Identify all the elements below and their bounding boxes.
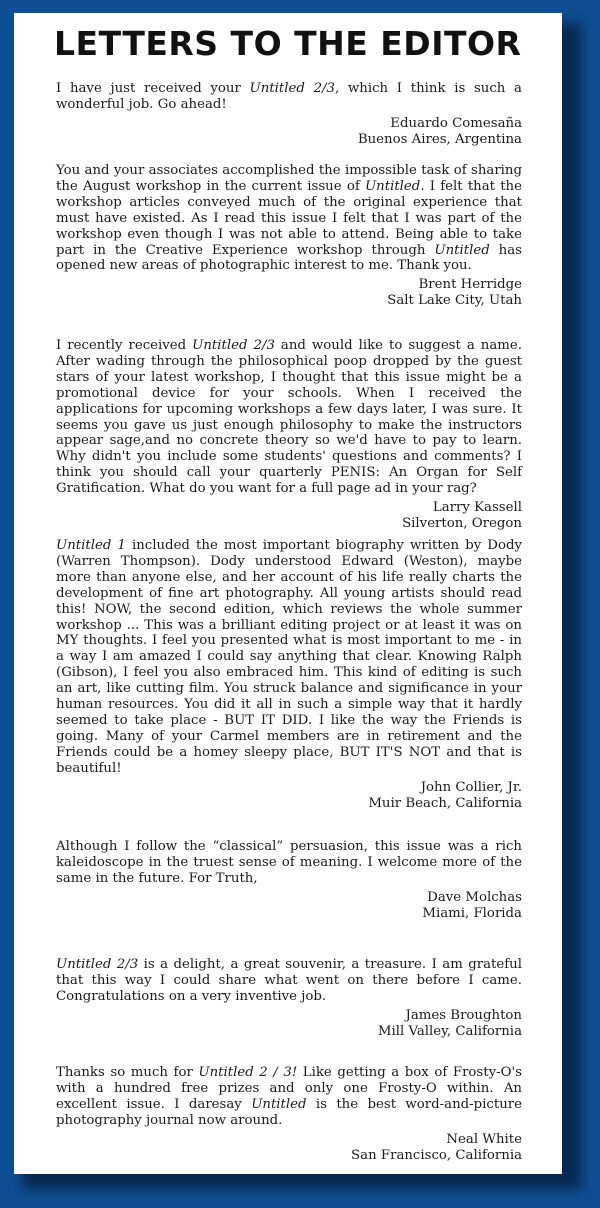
author-place: Buenos Aires, Argentina <box>357 131 522 147</box>
author-name: Dave Molchas <box>427 889 522 905</box>
letter-body: I have just received your Untitled 2/3, which I think is such a wonderful job. Go ahead! <box>56 81 522 112</box>
letter-signature <box>56 780 522 812</box>
letter-body: You and your associates accomplished the impossible task of sharing the August workshop in the current issue of Untitled. I felt that the workshop articles conveyed much of the original experience that must have existed. As I read this issue I felt that I was part of the workshop even though I was not able to attend. Being able to take part in the Creative Experience workshop through Untitled has opened new areas of photographic interest to me. Thank you. <box>56 163 523 274</box>
letter-body: Although I follow the “classical” persuasion, this issue was a rich kaleidoscope in the truest sense of meaning. I welcome more of the same in the future. For Truth, <box>56 839 522 886</box>
letter-2 <box>56 163 522 309</box>
author-name: John Collier, Jr. <box>420 779 522 795</box>
author-place: Miami, Florida <box>422 905 522 921</box>
letter-signature <box>56 277 522 309</box>
letter-signature <box>56 1132 522 1164</box>
letters-page <box>14 13 562 1174</box>
letter-signature <box>56 1008 522 1040</box>
letter-3 <box>56 338 522 532</box>
author-name: Neal White <box>446 1131 522 1147</box>
author-place: San Francisco, California <box>351 1147 522 1163</box>
author-place: Silverton, Oregon <box>402 515 522 531</box>
letter-5 <box>56 839 522 922</box>
author-name: Eduardo Comesaña <box>390 115 522 131</box>
letter-body: Untitled 2/3 is a delight, a great souvenir, a treasure. I am grateful that this way I could share what went on there before I came. Congratulations on a very inventive job. <box>56 957 522 1004</box>
letter-1 <box>56 81 522 148</box>
letter-4 <box>56 538 522 811</box>
letter-6 <box>56 957 522 1040</box>
author-name: Brent Herridge <box>418 277 522 293</box>
letter-signature <box>56 890 522 922</box>
letter-body: I recently received Untitled 2/3 and would like to suggest a name. After wading through the philosophical poop dropped by the guest stars of your latest workshop, I thought that this issue might be a promotional device for your schools. When I received the applications for upcoming workshops a few days later, I was sure. It seems you gave us just enough philosophy to make the instructors appear sage,and no concrete theory so we'd have to pay to learn. Why didn't you include some students' questions and comments? I think you should call your quarterly PENIS: An Organ for Self Gratification. What do you want for a full page ad in your rag? <box>56 338 522 497</box>
author-name: James Broughton <box>405 1007 522 1023</box>
author-name: Larry Kassell <box>432 500 522 516</box>
page-title: LETTERS TO THE EDITOR <box>54 24 522 63</box>
letter-body: Thanks so much for Untitled 2 / 3! Like getting a box of Frosty-O's with a hundred free prizes and only one Frosty-O within. An excellent issue. I daresay Untitled is the best word-and-picture photography journal now around. <box>56 1065 522 1128</box>
letter-7 <box>56 1065 522 1163</box>
author-place: Mill Valley, California <box>377 1023 522 1039</box>
letter-body: Untitled 1 included the most important biography written by Dody (Warren Thompson). Dody understood Edward (Weston), maybe more than anyone else, and her account of his life really charts the development of fine art photography. All young artists should read this! NOW, the second edition, which reviews the whole summer workshop ... This was a brilliant editing project or at least it was on MY thoughts. I feel you presented what is most important to me - in a way I am amazed I could say anything that clear. Knowing Ralph (Gibson), I feel you also embraced him. This kind of editing is such an art, like cutting film. You struck balance and significance in your human resources. You did it all in such a simple way that it hardly seemed to take place - BUT IT DID. I like the way the Friends is going. Many of your Carmel members are in retirement and the Friends could be a homey sleepy place, BUT IT'S NOT and that is beautiful! <box>56 538 522 776</box>
author-place: Salt Lake City, Utah <box>387 293 522 309</box>
letter-signature <box>56 116 522 148</box>
letter-signature <box>56 500 522 532</box>
author-place: Muir Beach, California <box>368 795 522 811</box>
